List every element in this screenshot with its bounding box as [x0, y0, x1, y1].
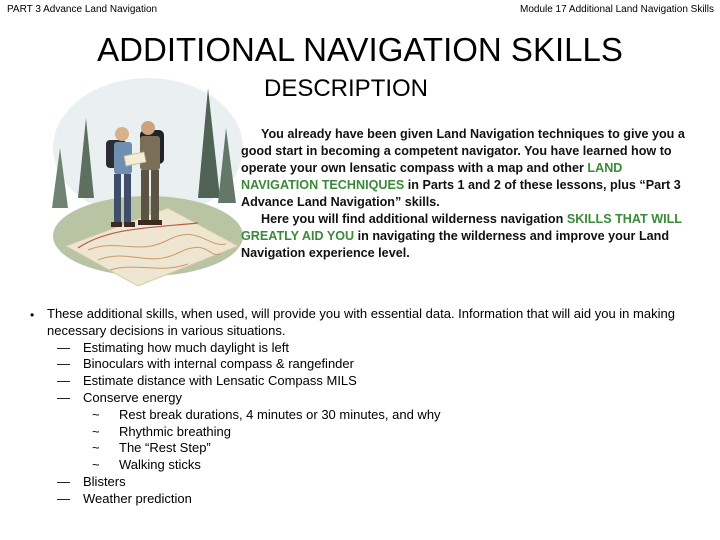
bullet-marker: •: [30, 308, 35, 322]
sub-list-item-label: Rest break durations, 4 minutes or 30 minutes, and why: [119, 406, 441, 422]
tilde-marker: ~: [92, 457, 100, 473]
list-item: [47, 390, 697, 407]
list-item: [47, 373, 697, 390]
bullet-intro-text: These additional skills, when used, will provide you with essential data. Information that will aid you in making necessary decisions in various situations.: [47, 306, 675, 338]
dash-marker: —: [57, 473, 70, 489]
dash-marker: —: [57, 490, 70, 506]
description-p1-start: You already have been given Land Navigation techniques to give you a good start in becoming a competent navigator. You have learned how to operate your own lensatic compass with a map and other: [241, 127, 685, 175]
sub-list-item-label: Rhythmic breathing: [119, 423, 231, 439]
page-title: ADDITIONAL NAVIGATION SKILLS: [97, 31, 623, 68]
list-item-label: Binoculars with internal compass & rangefinder: [83, 356, 354, 372]
sub-list-item: [47, 424, 697, 441]
sub-list-item: [47, 407, 697, 424]
description-p1-end: in Parts 1 and 2 of these lessons, plus “Part 3 Advance Land Navigation” skills.: [241, 178, 681, 209]
hikers-with-map-icon: [48, 78, 244, 290]
dash-marker: —: [57, 339, 70, 355]
dash-marker: —: [57, 389, 70, 405]
dash-marker: —: [57, 356, 70, 372]
tilde-marker: ~: [92, 406, 100, 422]
tilde-marker: ~: [92, 440, 100, 456]
list-item-label: Weather prediction: [83, 490, 192, 506]
tilde-marker: ~: [92, 423, 100, 439]
land-navigation-techniques-link[interactable]: LAND NAVIGATION TECHNIQUES: [241, 161, 623, 192]
dash-marker: —: [57, 373, 70, 389]
description-paragraph-2: [241, 211, 699, 262]
list-item-label: Estimate distance with Lensatic Compass MILS: [83, 373, 357, 389]
list-item-label: Conserve energy: [83, 389, 182, 405]
header-right: Module 17 Additional Land Navigation Skills: [519, 4, 714, 15]
list-item: [47, 340, 697, 357]
list-item-label: Estimating how much daylight is left: [83, 339, 289, 355]
skills-highlight-link[interactable]: SKILLS THAT WILL GREATLY AID YOU: [241, 212, 682, 243]
description-p2-start: Here you will find additional wilderness navigation: [261, 212, 567, 226]
sub-list-item-label: The “Rest Step”: [119, 440, 211, 456]
description-text: [241, 126, 699, 262]
list-item-label: Blisters: [83, 473, 126, 489]
list-item: [47, 491, 697, 508]
header-left: PART 3 Advance Land Navigation: [7, 4, 158, 15]
sub-list-item: [47, 440, 697, 457]
description-p2-end: in navigating the wilderness and improve your Land Navigation experience level.: [241, 229, 670, 260]
list-item: [47, 356, 697, 373]
sub-list-item: [47, 457, 697, 474]
section-subtitle: DESCRIPTION: [264, 75, 429, 102]
description-paragraph-1: [241, 126, 699, 211]
skills-list: [47, 306, 697, 508]
sub-list-item-label: Walking sticks: [119, 457, 201, 473]
list-item: [47, 474, 697, 491]
